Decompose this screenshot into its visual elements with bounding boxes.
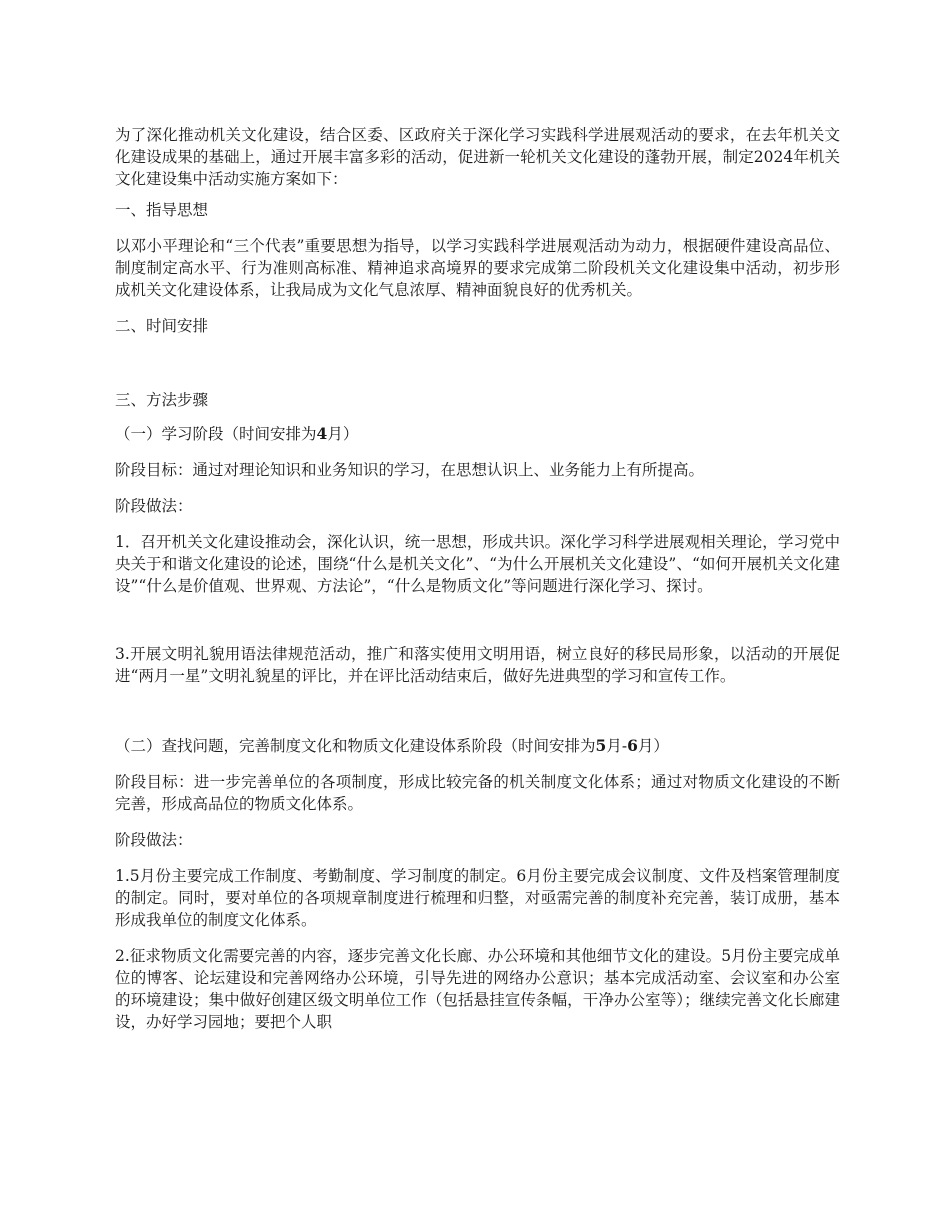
section-heading-guiding-thought: 一、指导思想 xyxy=(115,201,209,219)
stage-1-item-3: 3.开展文明礼貌用语法律规范活动，推广和落实使用文明用语，树立良好的移民局形象，以活动的开展促进“两月一星”文明礼貌星的评比，并在评比活动结束后，做好先进典型的学习和宣传工作。 xyxy=(115,645,840,685)
stage-1-goal: 阶段目标：通过对理论知识和业务知识的学习，在思想认识上、业务能力上有所提高。 xyxy=(115,461,705,479)
stage-2-goal: 阶段目标：进一步完善单位的各项制度，形成比较完备的机关制度文化体系；通过对物质文化建设的不断完善，形成高品位的物质文化体系。 xyxy=(115,773,840,813)
stage-2-title: （二）查找问题，完善制度文化和物质文化建设体系阶段（时间安排为5月-6月） xyxy=(115,736,669,755)
intro-paragraph: 为了深化推动机关文化建设，结合区委、区政府关于深化学习实践科学进展观活动的要求，在去年机关文化建设成果的基础上，通过开展丰富多彩的活动，促进新一轮机关文化建设的蓬勃开展，制定2024年机关文化建设集中活动实施方案如下： xyxy=(115,126,840,188)
stage-1-title: （一）学习阶段（时间安排为4月） xyxy=(115,424,359,443)
section-heading-methods: 三、方法步骤 xyxy=(115,391,209,409)
document-page xyxy=(115,124,840,1033)
stage-1-method-label: 阶段做法： xyxy=(115,497,193,515)
stage-1-item-1: 1．召开机关文化建设推动会，深化认识，统一思想，形成共识。深化学习科学进展观相关理论，学习党中央关于和谐文化建设的论述，围绕“什么是机关文化”、“为什么开展机关文化建设”、“如何开展机关文化建设”“什么是价值观、世界观、方法论”，“什么是物质文化”等问题进行深化学习、探讨。 xyxy=(115,533,840,595)
guiding-thought-paragraph: 以邓小平理论和“三个代表”重要思想为指导，以学习实践科学进展观活动为动力，根据硬件建设高品位、制度制定高水平、行为准则高标准、精神追求高境界的要求完成第二阶段机关文化建设集中活动，初步形成机关文化建设体系，让我局成为文化气息浓厚、精神面貌良好的优秀机关。 xyxy=(115,237,840,299)
stage-2-item-2: 2.征求物质文化需要完善的内容，逐步完善文化长廊、办公环境和其他细节文化的建设。5月份主要完成单位的博客、论坛建设和完善网络办公环境，引导先进的网络办公意识；基本完成活动室、会议室和办公室的环境建设；集中做好创建区级文明单位工作（包括悬挂宣传条幅，干净办公室等）；继续完善文化长廊建设，办好学习园地；要把个人职 xyxy=(115,947,840,1031)
stage-2-item-1: 1.5月份主要完成工作制度、考勤制度、学习制度的制定。6月份主要完成会议制度、文件及档案管理制度的制定。同时，要对单位的各项规章制度进行梳理和归整，对亟需完善的制度补充完善，装订成册，基本形成我单位的制度文化体系。 xyxy=(115,867,840,929)
stage-2-method-label: 阶段做法： xyxy=(115,831,193,849)
section-heading-schedule: 二、时间安排 xyxy=(115,317,209,335)
